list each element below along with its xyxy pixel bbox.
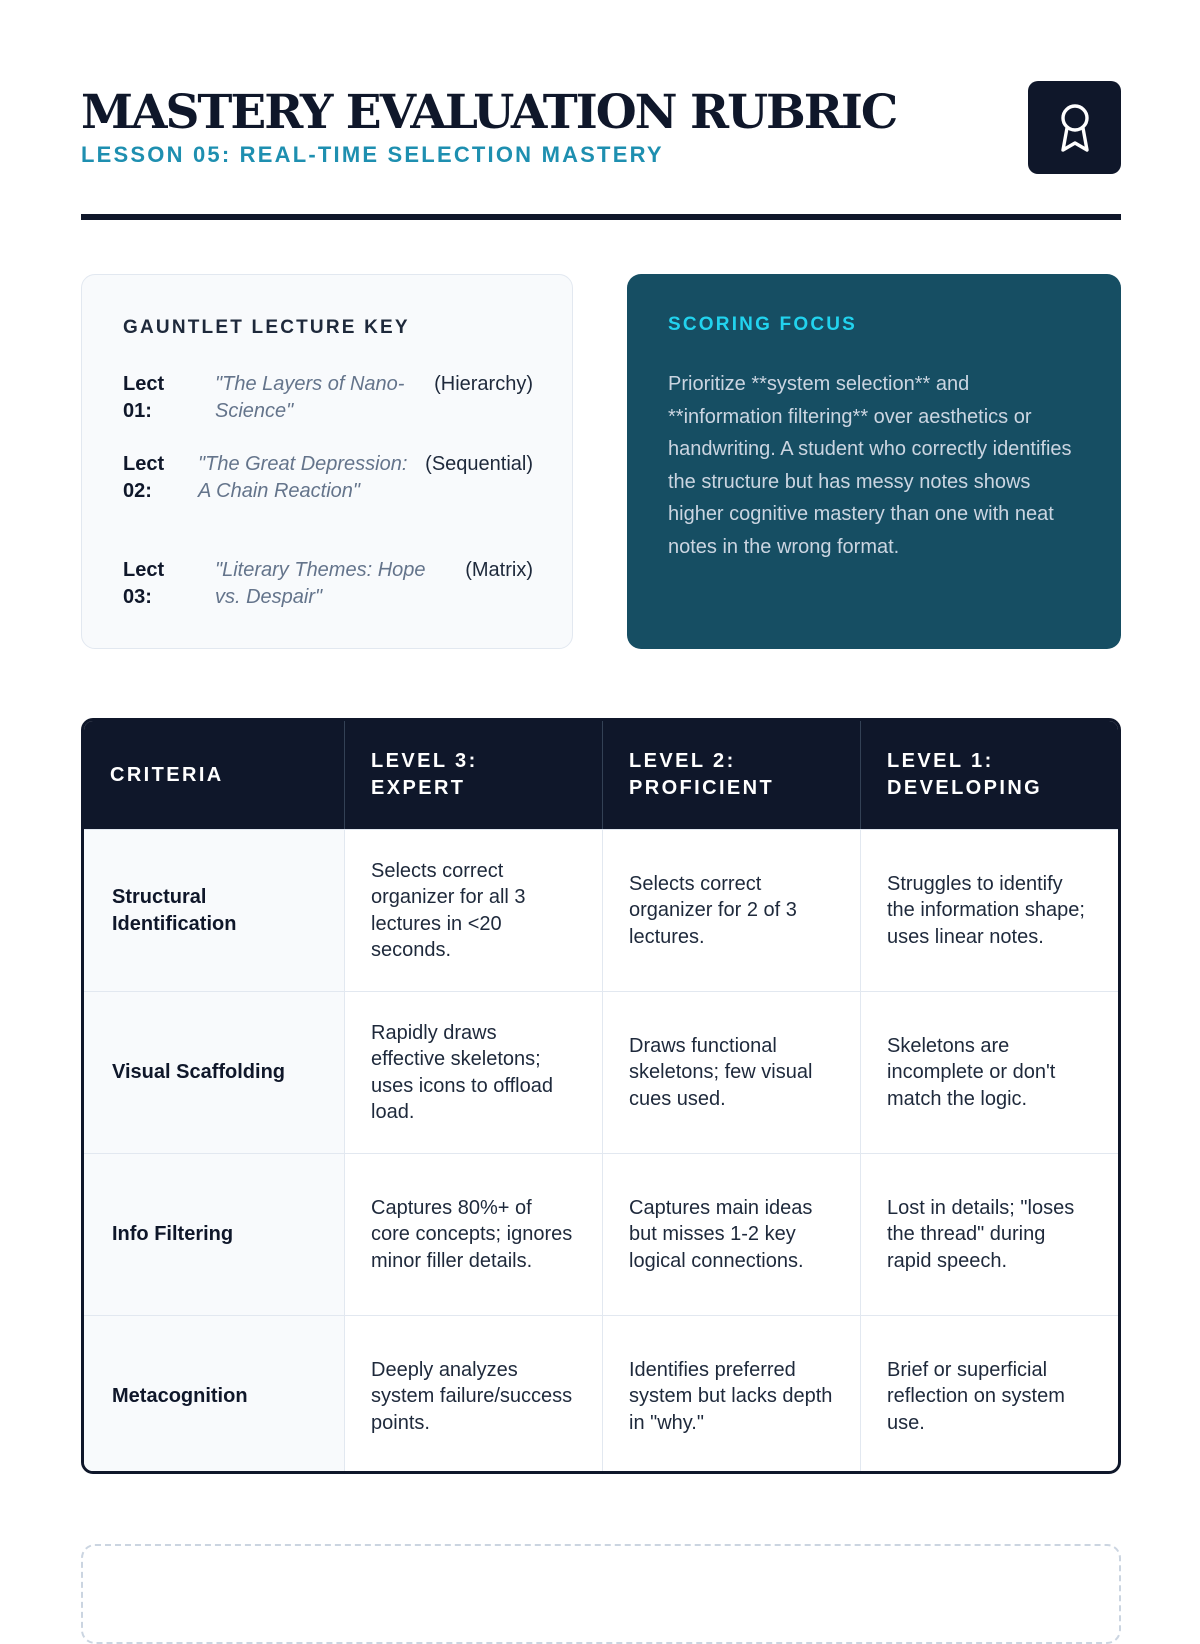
table-row bbox=[84, 829, 1118, 992]
lecture-item bbox=[123, 451, 533, 531]
award-ribbon-icon bbox=[1055, 101, 1095, 155]
lecture-name: "The Layers of Nano-Science" bbox=[215, 373, 405, 422]
scoring-focus-title: SCORING FOCUS bbox=[668, 314, 858, 335]
table-row bbox=[84, 1315, 1118, 1474]
level-3-cell: Rapidly draws effective skeletons; uses icons to offload load. bbox=[344, 992, 602, 1153]
lecture-key-card bbox=[81, 274, 573, 649]
award-badge bbox=[1028, 81, 1121, 174]
level-2-cell: Captures main ideas but misses 1-2 key logical connections. bbox=[602, 1154, 860, 1315]
level-1-cell: Skeletons are incomplete or don't match the logic. bbox=[860, 992, 1118, 1153]
level-3-cell: Deeply analyzes system failure/success points. bbox=[344, 1316, 602, 1474]
header-divider bbox=[81, 214, 1121, 220]
criteria-cell: Structural Identification bbox=[84, 830, 344, 991]
table-row bbox=[84, 1153, 1118, 1316]
scoring-focus-body: Prioritize **system selection** and **information filtering** over aesthetics or handwriting. A student who correctly identifies the structure but has messy notes shows higher cognitive mastery than one with neat notes in the wrong format. bbox=[668, 373, 1072, 558]
level-3-cell: Selects correct organizer for all 3 lectures in <20 seconds. bbox=[344, 830, 602, 991]
header-criteria: CRITERIA bbox=[110, 763, 224, 786]
level-2-cell: Identifies preferred system but lacks depth in "why." bbox=[602, 1316, 860, 1474]
table-row bbox=[84, 991, 1118, 1154]
lecture-name: "Literary Themes: Hope vs. Despair" bbox=[215, 559, 426, 608]
rubric-header-row bbox=[84, 721, 1118, 829]
page-title: MASTERY EVALUATION RUBRIC bbox=[81, 85, 897, 140]
header-level-1: LEVEL 1: DEVELOPING bbox=[860, 721, 1118, 829]
rubric-table bbox=[81, 718, 1121, 1474]
criteria-cell: Info Filtering bbox=[84, 1154, 344, 1315]
lecture-item bbox=[123, 371, 533, 425]
criteria-cell: Visual Scaffolding bbox=[84, 992, 344, 1153]
lecture-type: (Sequential) bbox=[425, 453, 533, 475]
page-subtitle: LESSON 05: REAL-TIME SELECTION MASTERY bbox=[81, 142, 664, 167]
level-3-cell: Captures 80%+ of core concepts; ignores minor filler details. bbox=[344, 1154, 602, 1315]
lecture-code: Lect 02: bbox=[123, 453, 165, 502]
scoring-focus-card bbox=[627, 274, 1121, 649]
level-1-cell: Lost in details; "loses the thread" during rapid speech. bbox=[860, 1154, 1118, 1315]
level-1-cell: Struggles to identify the information shape; uses linear notes. bbox=[860, 830, 1118, 991]
level-2-cell: Selects correct organizer for 2 of 3 lectures. bbox=[602, 830, 860, 991]
header bbox=[81, 84, 1121, 184]
criteria-cell: Metacognition bbox=[84, 1316, 344, 1474]
level-2-cell: Draws functional skeletons; few visual cues used. bbox=[602, 992, 860, 1153]
lecture-type: (Hierarchy) bbox=[434, 373, 533, 395]
lecture-type: (Matrix) bbox=[465, 559, 533, 581]
lecture-key-title: GAUNTLET LECTURE KEY bbox=[123, 317, 410, 338]
header-level-2: LEVEL 2: PROFICIENT bbox=[602, 721, 860, 829]
lecture-name: "The Great Depression: A Chain Reaction" bbox=[198, 453, 408, 502]
notes-dashed-box bbox=[81, 1544, 1121, 1644]
lecture-code: Lect 03: bbox=[123, 559, 165, 608]
lecture-code: Lect 01: bbox=[123, 373, 165, 422]
level-1-cell: Brief or superficial reflection on system use. bbox=[860, 1316, 1118, 1474]
lecture-item bbox=[123, 557, 533, 611]
header-level-3: LEVEL 3: EXPERT bbox=[344, 721, 602, 829]
